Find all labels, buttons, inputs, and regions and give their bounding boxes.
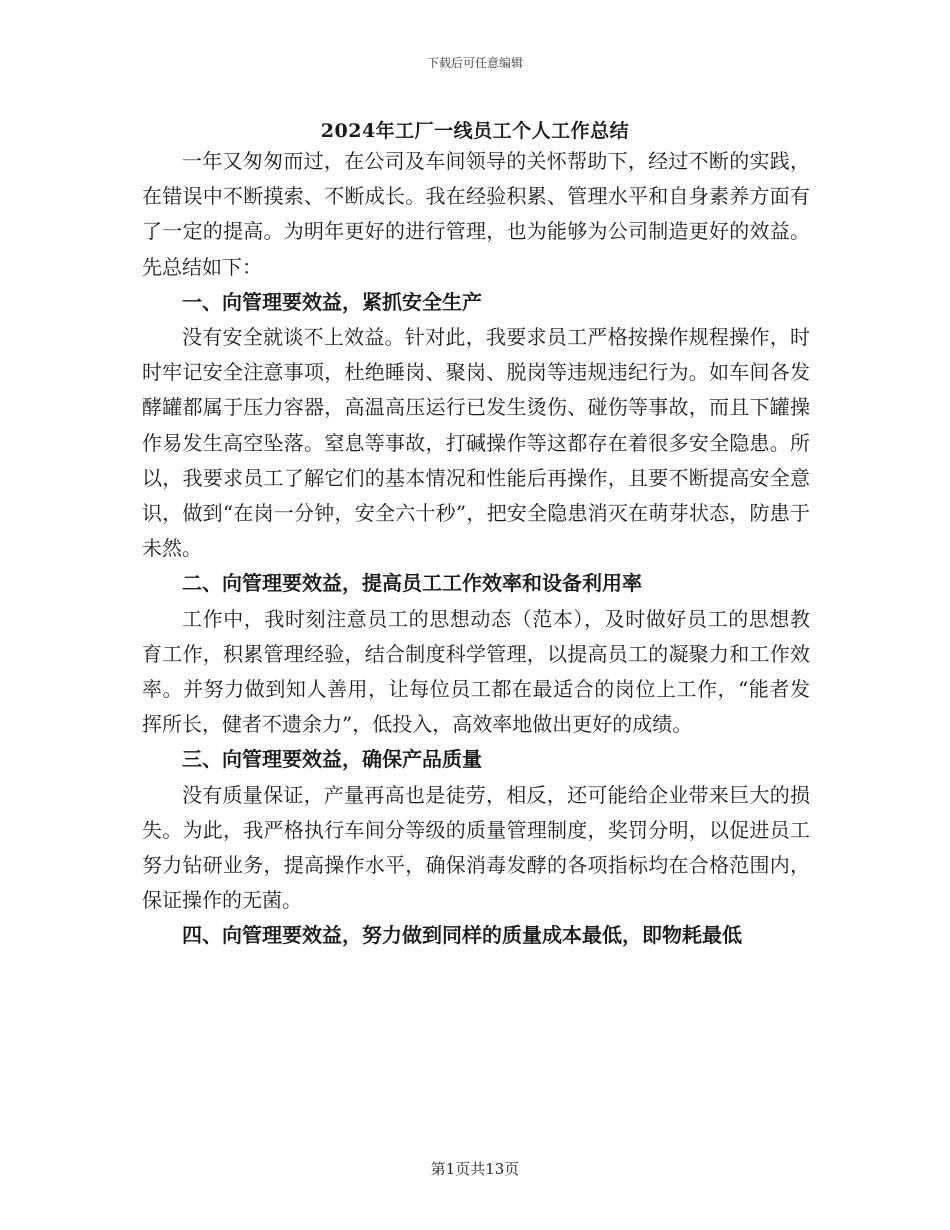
section-3-heading: 三、向管理要效益，确保产品质量 [182, 747, 482, 772]
header-note: 下载后可任意编辑 [426, 56, 523, 70]
section-2-paragraph: 工作中，我时刻注意员工的思想动态（范本），及时做好员工的思想教育工作，积累管理经验，结合制度科学管理，以提高员工的凝聚力和工作效率。并努力做到知人善用，让每位员工都在最适合的岗位上工作，“能者发挥所长，健者不遗余力”，低投入，高效率地做出更好的成绩。 [142, 606, 810, 737]
page-number-footer: 第1页共13页 [430, 1160, 520, 1178]
section-2-heading: 二、向管理要效益，提高员工工作效率和设备利用率 [182, 571, 642, 596]
section-3-paragraph: 没有质量保证，产量再高也是徒劳，相反，还可能给企业带来巨大的损失。为此，我严格执行车间分等级的质量管理制度，奖罚分明，以促进员工努力钻研业务，提高操作水平，确保消毒发酵的各项指标均在合格范围内，保证操作的无菌。 [142, 782, 810, 913]
section-1-heading: 一、向管理要效益，紧抓安全生产 [182, 289, 482, 314]
document-body [142, 144, 810, 954]
intro-paragraph: 一年又匆匆而过，在公司及车间领导的关怀帮助下，经过不断的实践，在错误中不断摸索、不断成长。我在经验积累、管理水平和自身素养方面有了一定的提高。为明年更好的进行管理，也为能够为公司制造更好的效益。先总结如下： [142, 149, 810, 279]
section-4-heading: 四、向管理要效益，努力做到同样的质量成本最低，即物耗最低 [182, 923, 742, 948]
section-1-paragraph: 没有安全就谈不上效益。针对此，我要求员工严格按操作规程操作，时时牢记安全注意事项，杜绝睡岗、聚岗、脱岗等违规违纪行为。如车间各发酵罐都属于压力容器，高温高压运行已发生烫伤、碰伤等事故，而且下罐操作易发生高空坠落。窒息等事故，打碱操作等这都存在着很多安全隐患。所以，我要求员工了解它们的基本情况和性能后再操作，且要不断提高安全意识，做到“在岗一分钟，安全六十秒”，把安全隐患消灭在萌芽状态，防患于未然。 [142, 325, 810, 561]
document-title: 2024年工厂一线员工个人工作总结 [320, 120, 630, 142]
